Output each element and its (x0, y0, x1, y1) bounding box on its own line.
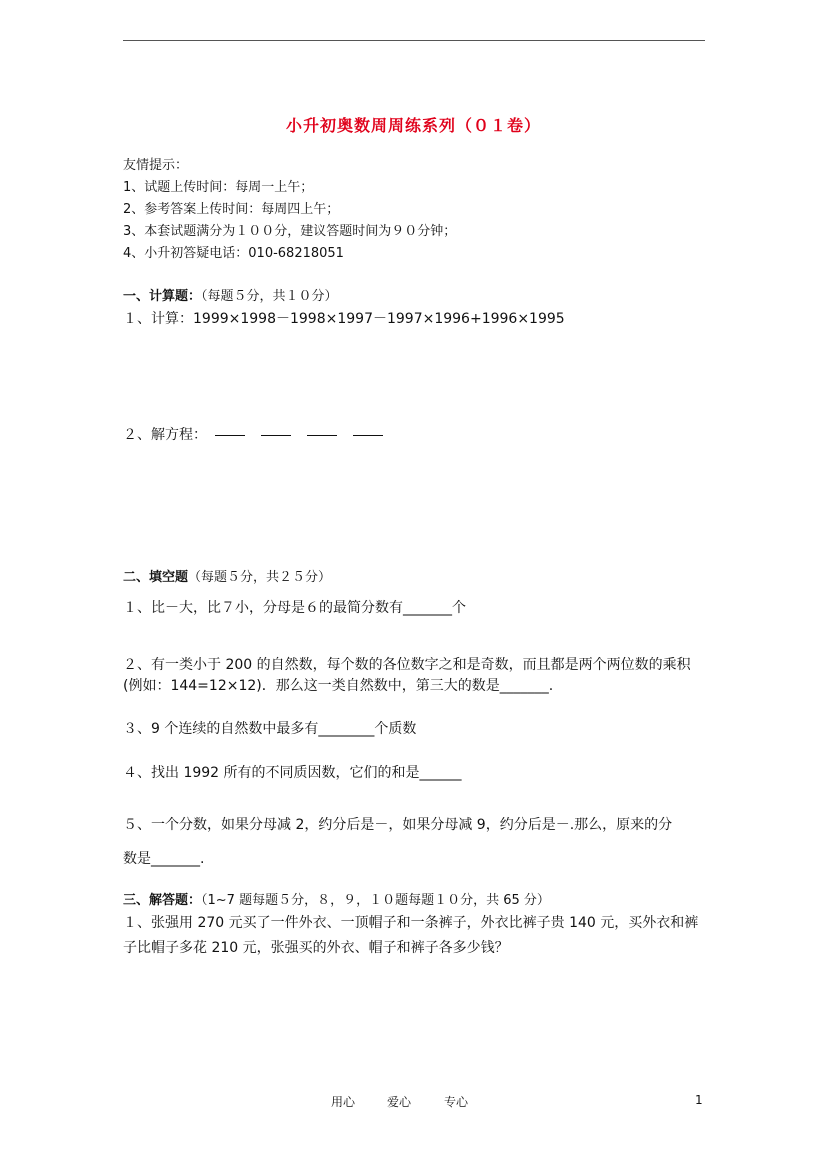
page-number: 1 (695, 1093, 703, 1107)
section1-question-1: １、计算：1999×1998－1998×1997－1997×1996+1996×1995 (123, 311, 565, 327)
section2-question-1: １、比－大，比７小，分母是６的最简分数有_______个 (123, 600, 466, 616)
section1-title: 一、计算题： (123, 289, 202, 304)
section2-heading (123, 568, 331, 588)
section2-note: （每题５分，共２５分） (188, 570, 332, 585)
section2-question-5-line-2: 数是_______. (123, 851, 205, 867)
section2-question-2-line-2: (例如：144=12×12)．那么这一类自然数中，第三大的数是_______. (123, 678, 554, 694)
footer-item-2: 爱心 (387, 1095, 412, 1109)
section1-question-2-label: ２、解方程： (123, 427, 207, 443)
section3-question-1-line-2: 子比帽子多花 210 元，张强买的外衣、帽子和裤子各多少钱？ (123, 940, 509, 956)
answer-blank (353, 435, 383, 436)
section2-question-3: ３、9 个连续的自然数中最多有________个质数 (123, 721, 417, 737)
section3-title: 三、解答题： (123, 893, 202, 908)
section2-question-2-line-1: ２、有一类小于 200 的自然数，每个数的各位数字之和是奇数，而且都是两个两位数的乘积 (123, 657, 691, 673)
tip-item-1: 1、试题上传时间：每周一上午； (123, 180, 314, 195)
footer-item-3: 专心 (444, 1095, 469, 1109)
section2-question-5-line-1: ５、一个分数，如果分母减 2，约分后是－，如果分母减 9，约分后是－.那么，原来的分 (123, 817, 673, 833)
section1-question-2 (123, 425, 391, 445)
section3-note: （1~7 题每题５分，８，９，１０题每题１０分，共 65 分） (201, 893, 550, 908)
section3-heading (123, 891, 550, 911)
section2-title: 二、填空题 (123, 570, 189, 585)
document-title: 小升初奥数周周练系列（０１卷） (285, 116, 541, 135)
answer-blank (215, 435, 245, 436)
tip-item-3: 3、本套试题满分为１００分，建议答题时间为９０分钟； (123, 224, 457, 239)
answer-blank (307, 435, 337, 436)
section2-question-4: ４、找出 1992 所有的不同质因数，它们的和是______ (123, 765, 462, 781)
tips-heading: 友情提示： (123, 158, 189, 173)
section3-question-1-line-1: １、张强用 270 元买了一件外衣、一顶帽子和一条裤子，外衣比裤子贵 140 元，买外衣和裤 (123, 915, 699, 931)
tip-item-4: 4、小升初答疑电话：010-68218051 (123, 246, 344, 261)
footer-item-1: 用心 (331, 1095, 356, 1109)
answer-blank (261, 435, 291, 436)
section1-note: （每题５分，共１０分） (201, 289, 338, 304)
tip-item-2: 2、参考答案上传时间：每周四上午； (123, 202, 340, 217)
section1-heading (123, 287, 338, 307)
header-rule (123, 40, 705, 41)
